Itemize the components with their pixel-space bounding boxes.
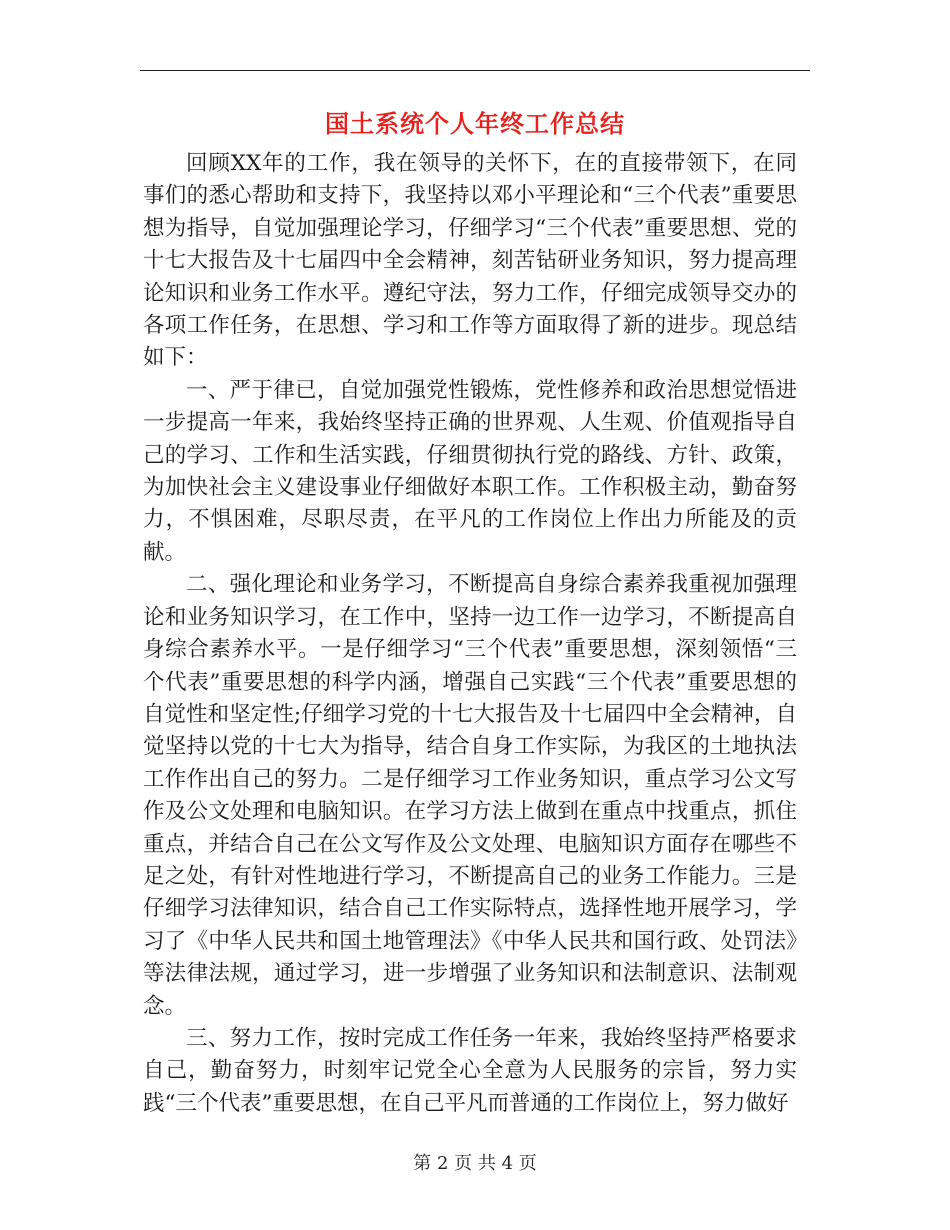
header-rule: [140, 70, 810, 71]
paragraph-section-3: 三、努力工作，按时完成工作任务一年来，我始终坚持严格要求自己，勤奋努力，时刻牢记党全心全意为人民服务的宗旨，努力实践“三个代表”重要思想，在自己平凡而普通的工作岗位上，努力做好: [143, 1025, 797, 1116]
paragraph-section-1: 一、严于律已，自觉加强党性锻炼，党性修养和政治思想觉悟进一步提高一年来，我始终坚持正确的世界观、人生观、价值观指导自己的学习、工作和生活实践，仔细贯彻执行党的路线、方针、政策，为加快社会主义建设事业仔细做好本职工作。工作积极主动，勤奋努力，不惧困难，尽职尽责，在平凡的工作岗位上作出力所能及的贡献。: [143, 377, 797, 565]
paragraph-section-2: 二、强化理论和业务学习，不断提高自身综合素养我重视加强理论和业务知识学习，在工作中，坚持一边工作一边学习，不断提高自身综合素养水平。一是仔细学习“三个代表”重要思想，深刻领悟“三个代表”重要思想的科学内涵，增强自己实践“三个代表”重要思想的自觉性和坚定性;仔细学习党的十七大报告及十七届四中全会精神，自觉坚持以党的十七大为指导，结合自身工作实际，为我区的土地执法工作作出自己的努力。二是仔细学习工作业务知识，重点学习公文写作及公文处理和电脑知识。在学习方法上做到在重点中找重点，抓住重点，并结合自己在公文写作及公文处理、电脑知识方面存在哪些不足之处，有针对性地进行学习，不断提高自己的业务工作能力。三是仔细学习法律知识，结合自己工作实际特点，选择性地开展学习，学习了《中华人民共和国土地管理法》《中华人民共和国行政、处罚法》等法律法规，通过学习，进一步增强了业务知识和法制意识、法制观念。: [143, 572, 797, 1019]
document-body: [143, 148, 797, 1120]
page-number-footer: 第 2 页 共 4 页: [413, 1153, 537, 1174]
paragraph-intro: 回顾XX年的工作，我在领导的关怀下，在的直接带领下，在同事们的悉心帮助和支持下，我坚持以邓小平理论和“三个代表”重要思想为指导，自觉加强理论学习，仔细学习“三个代表”重要思想、党的十七大报告及十七届四中全会精神，刻苦钻研业务知识，努力提高理论知识和业务工作水平。遵纪守法，努力工作，仔细完成领导交办的各项工作任务，在思想、学习和工作等方面取得了新的进步。现总结如下：: [143, 151, 797, 371]
document-title: 国土系统个人年终工作总结: [325, 109, 625, 138]
